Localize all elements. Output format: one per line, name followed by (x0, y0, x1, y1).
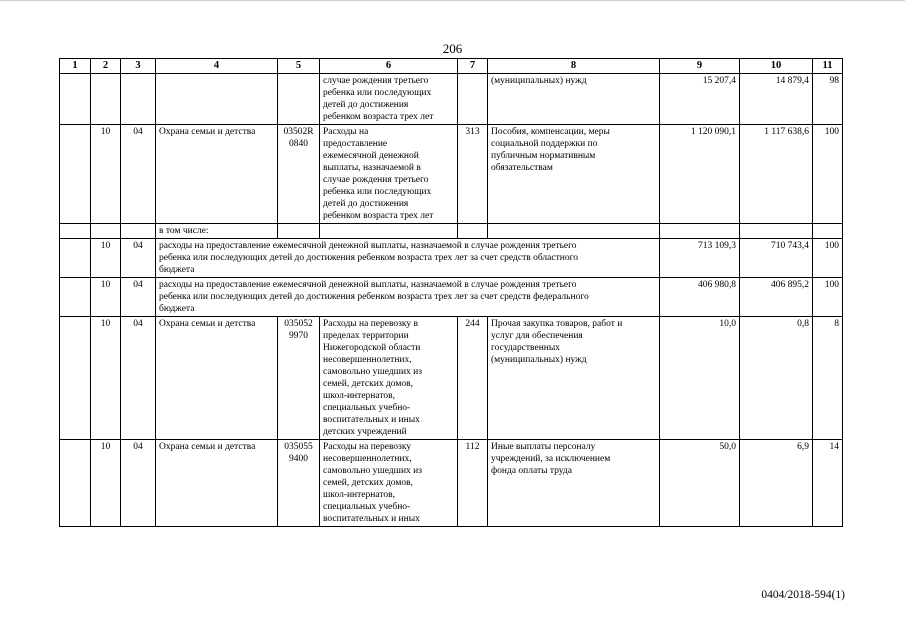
cell-target-name-line: предоставление (323, 139, 388, 149)
cell-empty (121, 224, 156, 239)
cell-target-name-line: школ-интернатов, (323, 391, 395, 401)
cell-target-name-line: специальных учебно- (323, 502, 411, 512)
column-header-9: 9 (660, 59, 740, 74)
cell-actual: 0,8 (740, 317, 813, 440)
cell-target-name-line: семей, детских домов, (323, 478, 413, 488)
cell-merged-description-line: бюджета (159, 304, 195, 314)
cell-target-name-line: воспитательных и иных (323, 415, 420, 425)
cell-target-name (320, 74, 458, 125)
cell-target-code-line: 03502R (283, 127, 314, 137)
cell-target-name (320, 125, 458, 224)
cell-merged-description (156, 278, 660, 317)
cell-subsection-name: Охрана семьи и детства (156, 317, 278, 440)
cell-section: 10 (91, 317, 121, 440)
cell-target-name-line: несовершеннолетних, (323, 454, 412, 464)
cell-merged-description (156, 239, 660, 278)
table-row (60, 224, 843, 239)
table-row (60, 239, 843, 278)
cell-expense-name-line: услуг для обеспечения (491, 331, 583, 341)
cell-expense-name (488, 74, 660, 125)
cell-target-code-line: 0840 (289, 139, 308, 149)
cell-expense-name-line: Пособия, компенсации, меры (491, 127, 610, 137)
table-row (60, 125, 843, 224)
cell-target-name-line: ребенком возраста трех лет (323, 211, 434, 221)
cell-target-code-line: 035052 (284, 319, 313, 329)
cell-expense-name-line: Иные выплаты персоналу (491, 442, 596, 452)
cell-plan: 10,0 (660, 317, 740, 440)
cell-plan: 713 109,3 (660, 239, 740, 278)
cell-col1 (60, 278, 91, 317)
table-row (60, 74, 843, 125)
column-header-5: 5 (278, 59, 320, 74)
cell-subsection: 04 (121, 317, 156, 440)
column-header-8: 8 (488, 59, 660, 74)
cell-target-name-line: детей до достижения (323, 100, 409, 110)
cell-target-code (278, 74, 320, 125)
cell-actual: 6,9 (740, 440, 813, 527)
cell-target-name-line: случае рождения третьего (323, 76, 429, 86)
cell-target-name-line: школ-интернатов, (323, 490, 395, 500)
table-header-row (60, 59, 843, 74)
cell-target-name-line: ребенка или последующих (323, 88, 432, 98)
cell-percent: 14 (813, 440, 843, 527)
document-code: 0404/2018-594(1) (761, 589, 845, 601)
cell-target-name (320, 317, 458, 440)
cell-plan: 1 120 090,1 (660, 125, 740, 224)
cell-expense-name (488, 440, 660, 527)
cell-target-name-line: пределах территории (323, 331, 409, 341)
cell-target-code-line: 9970 (289, 331, 308, 341)
column-header-6: 6 (320, 59, 458, 74)
budget-table (59, 58, 843, 527)
cell-col1 (60, 125, 91, 224)
cell-target-name-line: семей, детских домов, (323, 379, 413, 389)
cell-plan: 15 207,4 (660, 74, 740, 125)
cell-expense-name-line: социальной поддержки по (491, 139, 598, 149)
cell-expense-type: 112 (458, 440, 488, 527)
cell-merged-description-line: расходы на предоставление ежемесячной денежной выплаты, назначаемой в случае рождения третьего (159, 241, 577, 251)
table-row (60, 317, 843, 440)
cell-percent: 100 (813, 125, 843, 224)
cell-target-name-line: детских учреждений (323, 427, 407, 437)
cell-plan: 406 980,8 (660, 278, 740, 317)
cell-merged-description-line: расходы на предоставление ежемесячной денежной выплаты, назначаемой в случае рождения третьего (159, 280, 577, 290)
cell-merged-description-line: бюджета (159, 265, 195, 275)
cell-target-name-line: самовольно ушедших из (323, 367, 422, 377)
cell-target-name-line: Нижегородской области (323, 343, 421, 353)
column-header-10: 10 (740, 59, 813, 74)
cell-section: 10 (91, 239, 121, 278)
cell-expense-name-line: обязательствам (491, 163, 553, 173)
cell-target-code (278, 317, 320, 440)
column-header-11: 11 (813, 59, 843, 74)
cell-target-name-line: самовольно ушедших из (323, 466, 422, 476)
cell-percent: 98 (813, 74, 843, 125)
cell-percent: 8 (813, 317, 843, 440)
cell-subsection: 04 (121, 278, 156, 317)
table-row (60, 440, 843, 527)
cell-target-name-line: ежемесячной денежной (323, 151, 419, 161)
cell-expense-name-line: (муниципальных) нужд (491, 355, 587, 365)
cell-target-name-line: Расходы на (323, 127, 369, 137)
cell-actual: 710 743,4 (740, 239, 813, 278)
cell-section: 10 (91, 125, 121, 224)
cell-including-label: в том числе: (156, 224, 278, 239)
cell-actual: 14 879,4 (740, 74, 813, 125)
cell-plan: 50,0 (660, 440, 740, 527)
cell-expense-name-line: публичным нормативным (491, 151, 596, 161)
cell-subsection: 04 (121, 440, 156, 527)
cell-col1 (60, 317, 91, 440)
cell-target-name-line: выплаты, назначаемой в (323, 163, 421, 173)
cell-section: 10 (91, 278, 121, 317)
cell-actual: 1 117 638,6 (740, 125, 813, 224)
cell-empty (813, 224, 843, 239)
cell-expense-type: 313 (458, 125, 488, 224)
cell-percent: 100 (813, 239, 843, 278)
cell-merged-description-line: ребенка или последующих детей до достижения ребенком возраста трех лет за счет средств федерального (159, 292, 589, 302)
cell-expense-name-line: учреждений, за исключением (491, 454, 611, 464)
cell-expense-type: 244 (458, 317, 488, 440)
cell-empty (488, 224, 660, 239)
column-header-3: 3 (121, 59, 156, 74)
page-top-edge (0, 0, 905, 1)
cell-expense-type (458, 74, 488, 125)
column-header-2: 2 (91, 59, 121, 74)
cell-target-name-line: Расходы на перевозку в (323, 319, 419, 329)
cell-target-code-line: 035055 (284, 442, 313, 452)
cell-expense-name-line: государственных (491, 343, 561, 353)
cell-subsection-name: Охрана семьи и детства (156, 440, 278, 527)
cell-subsection: 04 (121, 125, 156, 224)
cell-target-code-line: 9400 (289, 454, 308, 464)
cell-section: 10 (91, 440, 121, 527)
cell-expense-name-line: (муниципальных) нужд (491, 76, 587, 86)
cell-expense-name (488, 317, 660, 440)
column-header-7: 7 (458, 59, 488, 74)
cell-target-name (320, 440, 458, 527)
cell-expense-name-line: фонда оплаты труда (491, 466, 572, 476)
cell-subsection-name (156, 74, 278, 125)
cell-expense-name-line: Прочая закупка товаров, работ и (491, 319, 623, 329)
cell-target-code (278, 125, 320, 224)
cell-target-name-line: специальных учебно- (323, 403, 411, 413)
cell-target-name-line: детей до достижения (323, 199, 409, 209)
column-header-1: 1 (60, 59, 91, 74)
cell-empty (320, 224, 458, 239)
cell-actual: 406 895,2 (740, 278, 813, 317)
cell-col1 (60, 440, 91, 527)
table-body (60, 74, 843, 527)
cell-empty (458, 224, 488, 239)
cell-empty (278, 224, 320, 239)
cell-target-code (278, 440, 320, 527)
cell-target-name-line: случае рождения третьего (323, 175, 429, 185)
cell-expense-name (488, 125, 660, 224)
cell-percent: 100 (813, 278, 843, 317)
cell-target-name-line: Расходы на перевозку (323, 442, 412, 452)
cell-subsection (121, 74, 156, 125)
cell-target-name-line: ребенком возраста трех лет (323, 112, 434, 122)
cell-col1 (60, 74, 91, 125)
cell-empty (60, 224, 91, 239)
cell-empty (740, 224, 813, 239)
cell-subsection: 04 (121, 239, 156, 278)
cell-col1 (60, 239, 91, 278)
cell-empty (91, 224, 121, 239)
cell-target-name-line: воспитательных и иных (323, 514, 420, 524)
column-header-4: 4 (156, 59, 278, 74)
table-row (60, 278, 843, 317)
cell-target-name-line: несовершеннолетних, (323, 355, 412, 365)
cell-empty (660, 224, 740, 239)
cell-merged-description-line: ребенка или последующих детей до достижения ребенком возраста трех лет за счет средств областного (159, 253, 578, 263)
page-number: 206 (442, 41, 463, 56)
cell-subsection-name: Охрана семьи и детства (156, 125, 278, 224)
cell-section (91, 74, 121, 125)
cell-target-name-line: ребенка или последующих (323, 187, 432, 197)
